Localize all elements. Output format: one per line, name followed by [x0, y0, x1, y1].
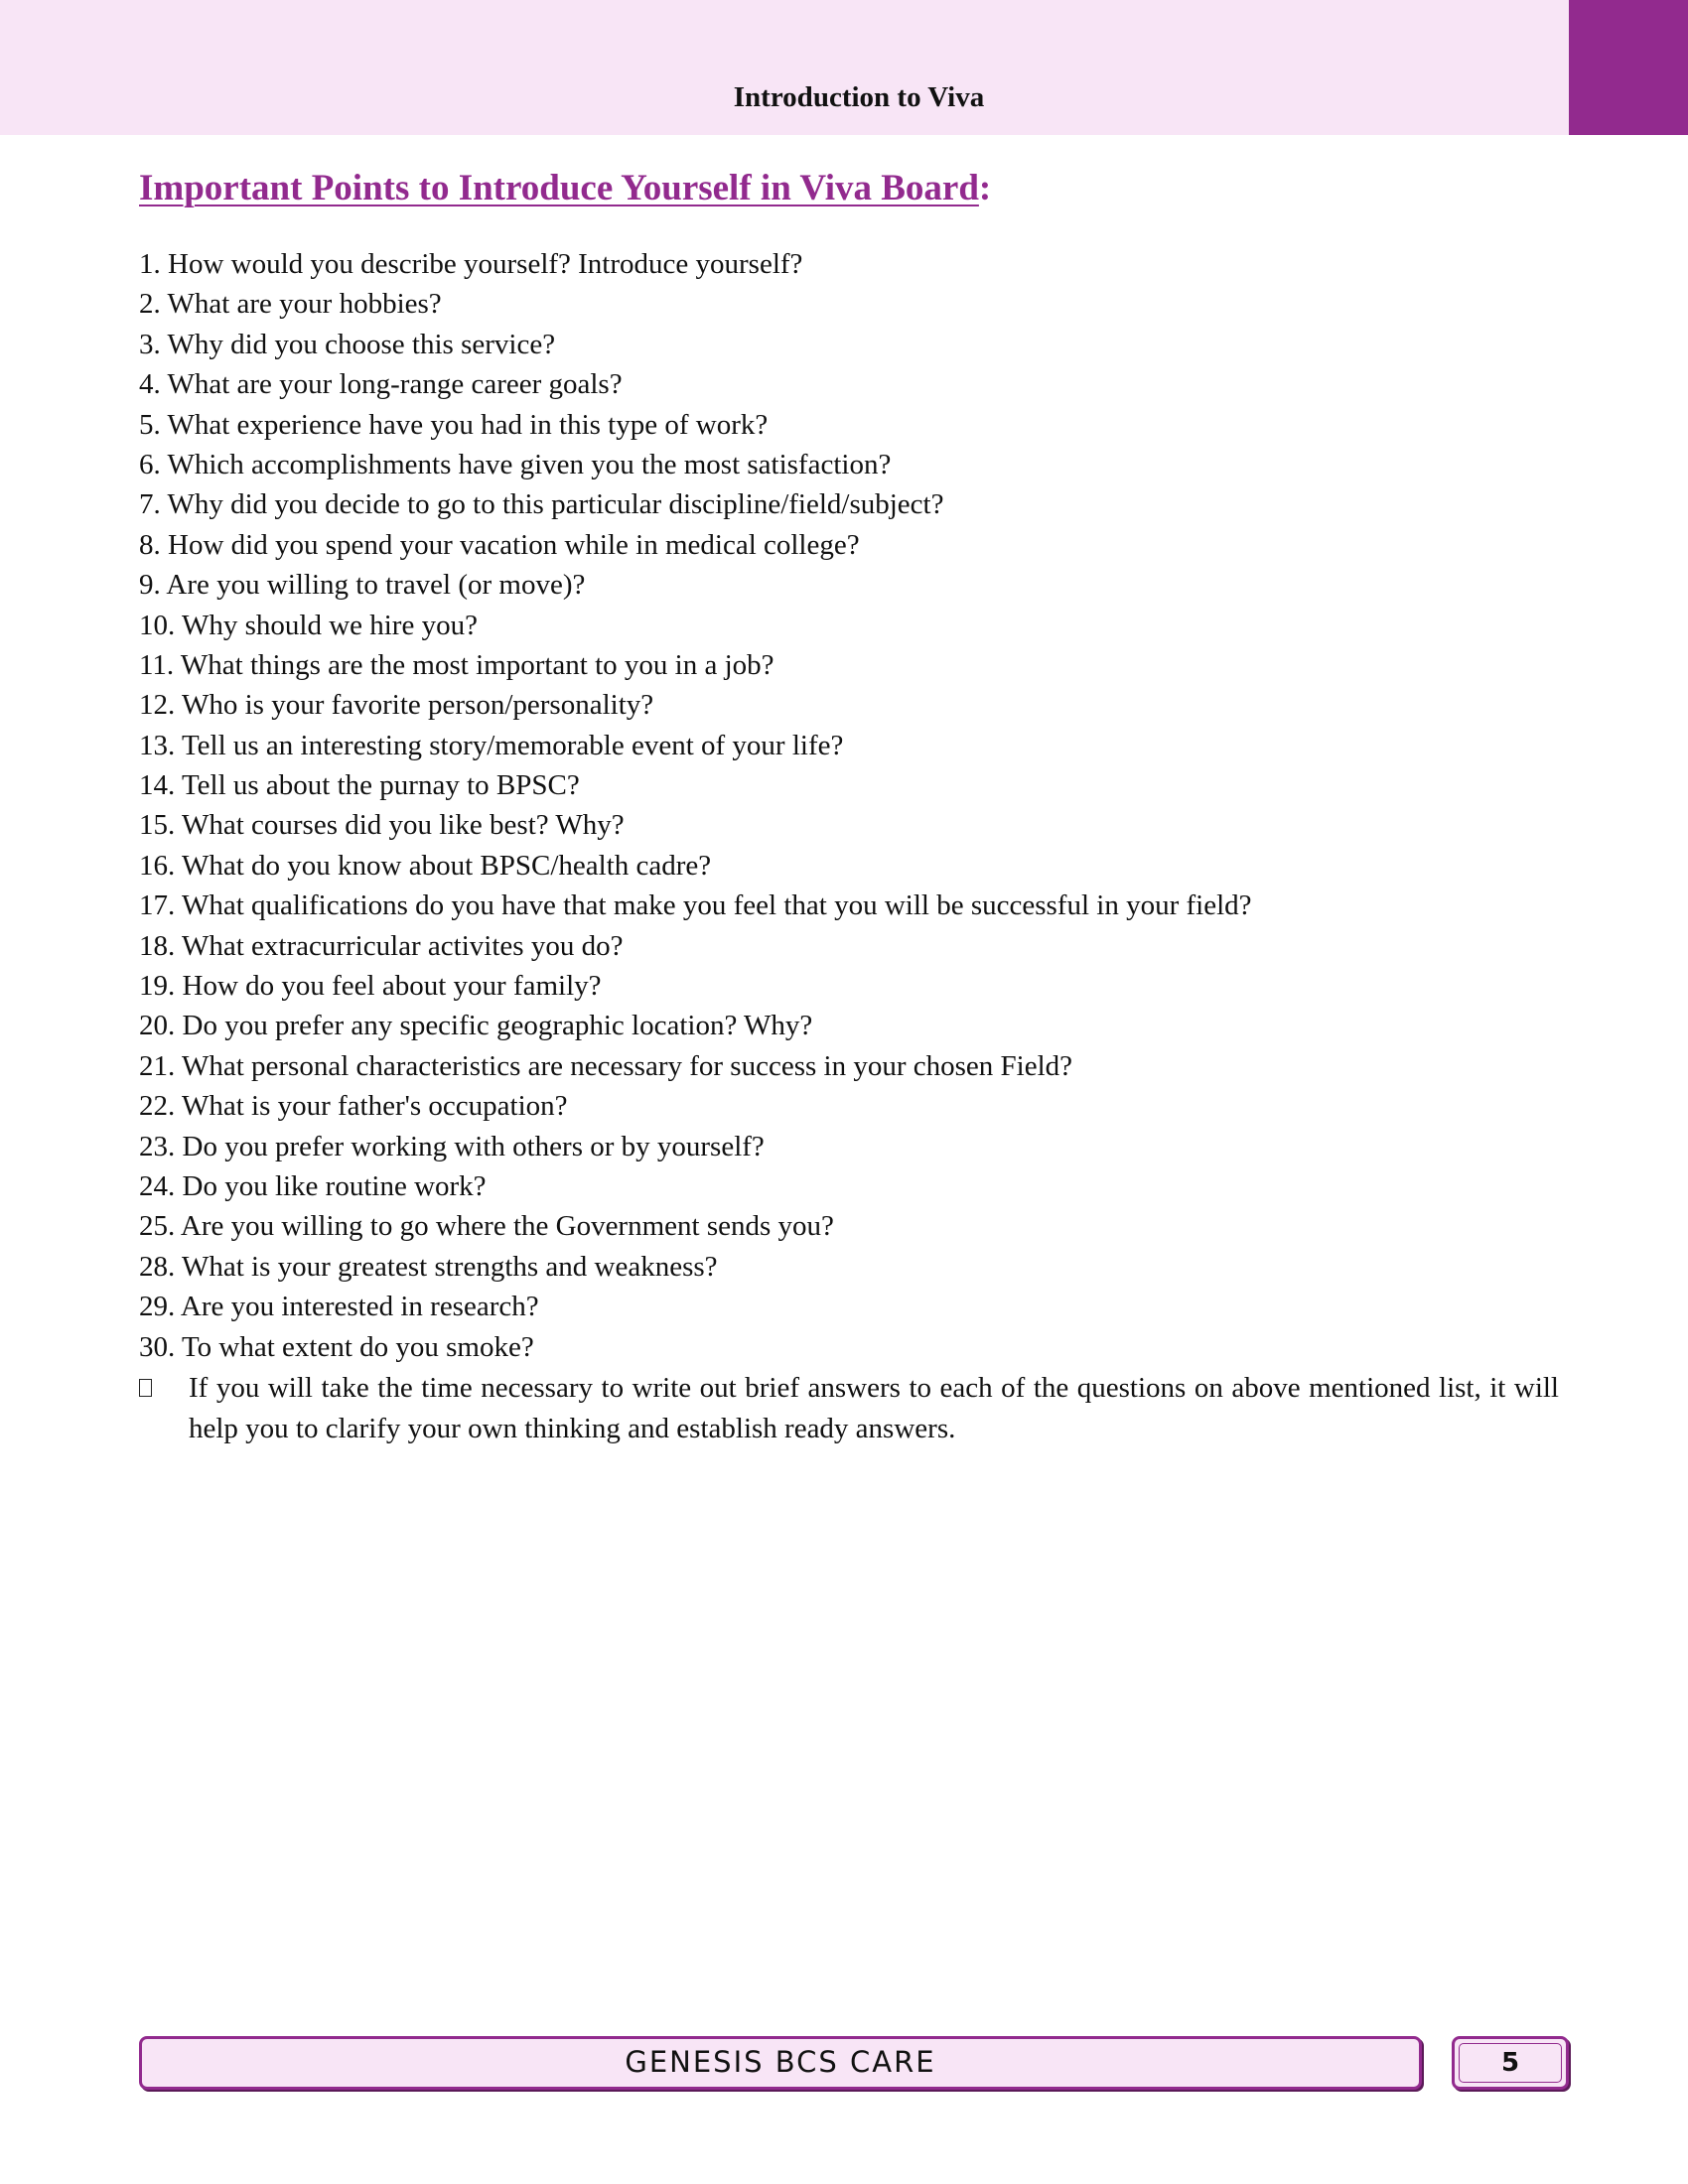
question-item: 8. How did you spend your vacation while in medical college? [139, 528, 860, 561]
question-item: 7. Why did you decide to go to this particular discipline/field/subject? [139, 488, 944, 521]
section-heading-colon: : [978, 168, 992, 208]
question-item: 9. Are you willing to travel (or move)? [139, 569, 586, 602]
section-heading [139, 165, 991, 212]
question-item: 3. Why did you choose this service? [139, 328, 556, 360]
section-heading-text: Important Points to Introduce Yourself in Viva Board [139, 168, 979, 208]
question-item: 19. How do you feel about your family? [139, 970, 602, 1003]
question-list [139, 244, 1559, 1367]
page-number-box [1452, 2036, 1569, 2090]
question-item: 23. Do you prefer working with others or by yourself? [139, 1130, 765, 1162]
question-item: 29. Are you interested in research? [139, 1291, 539, 1323]
question-item: 2. What are your hobbies? [139, 288, 442, 321]
page-number: 5 [1459, 2043, 1562, 2083]
missing-glyph-box-icon [139, 1379, 152, 1397]
question-item: 17. What qualifications do you have that make you feel that you will be successful in your field? [139, 889, 1252, 922]
question-item: 20. Do you prefer any specific geographic location? Why? [139, 1010, 813, 1042]
question-item: 30. To what extent do you smoke? [139, 1330, 534, 1363]
bullet-note-text: If you will take the time necessary to write out brief answers to each of the questions on above mentioned list, it will help you to clarify your own thinking and establish ready answers. [189, 1372, 1559, 1444]
footer-banner: GENESIS BCS CARE [139, 2036, 1422, 2090]
question-item: 15. What courses did you like best? Why? [139, 809, 625, 842]
question-item: 4. What are your long-range career goals? [139, 368, 623, 401]
question-item: 5. What experience have you had in this type of work? [139, 408, 769, 441]
question-item: 24. Do you like routine work? [139, 1169, 487, 1202]
question-item: 11. What things are the most important to you in a job? [139, 648, 774, 681]
question-item: 16. What do you know about BPSC/health cadre? [139, 849, 712, 882]
question-item: 21. What personal characteristics are necessary for success in your chosen Field? [139, 1049, 1072, 1082]
question-item: 12. Who is your favorite person/personality? [139, 689, 654, 722]
question-item: 14. Tell us about the purnay to BPSC? [139, 769, 580, 802]
question-item: 25. Are you willing to go where the Government sends you? [139, 1210, 834, 1243]
question-item: 10. Why should we hire you? [139, 609, 478, 641]
bullet-note [139, 1368, 1559, 1448]
running-header-title: Introduction to Viva [733, 81, 985, 113]
question-item: 13. Tell us an interesting story/memorable event of your life? [139, 729, 844, 761]
question-item: 18. What extracurricular activites you do? [139, 929, 624, 962]
question-item: 22. What is your father's occupation? [139, 1090, 568, 1123]
question-item: 6. Which accomplishments have given you the most satisfaction? [139, 448, 892, 480]
question-item: 28. What is your greatest strengths and weakness? [139, 1250, 718, 1283]
question-item: 1. How would you describe yourself? Introduce yourself? [139, 248, 803, 280]
